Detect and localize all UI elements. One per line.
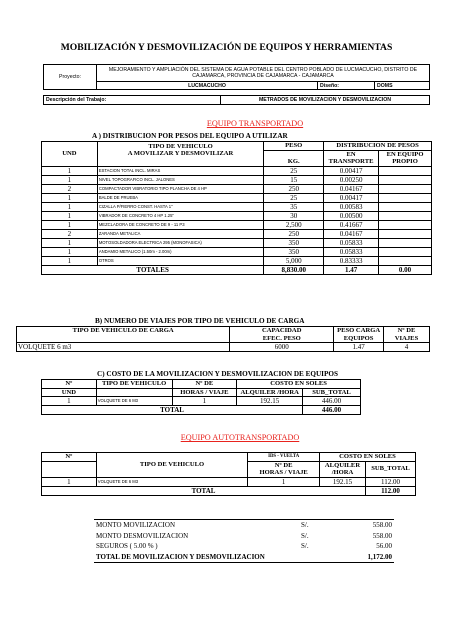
col-capacidad	[230, 327, 334, 343]
cell-und: 1	[42, 211, 98, 220]
col-viajes-2: VIAJES	[394, 334, 419, 342]
cell-peso: 250	[264, 184, 324, 193]
col-alquiler-d-2: /HORA	[331, 469, 354, 476]
cell-peso: 350	[264, 238, 324, 247]
cell-transp: 0.00417	[324, 166, 379, 175]
cell-und: 1	[42, 220, 98, 229]
viajes-tipo: VOLQUETE 6 m3	[17, 343, 230, 352]
table-row	[42, 256, 432, 265]
cell-und: 1	[42, 247, 98, 256]
diseno-value	[374, 81, 430, 90]
col-distribucion: DISTRIBUCION DE PESOS	[324, 142, 432, 151]
summary-label: MONTO MOVILIZACION	[96, 521, 176, 529]
summary-value: 56.00	[376, 542, 392, 550]
col-ids: IDS - VUELTA	[248, 453, 320, 462]
summary-value: 558.00	[372, 531, 392, 540]
descripcion-label	[43, 95, 221, 105]
equipo-transportado-heading: EQUIPO TRANSPORTADO	[206, 119, 304, 128]
auto-subtotal: 112.00	[366, 477, 416, 486]
cell-peso: 2,500	[264, 220, 324, 229]
col-tipo-vehiculo: TIPO DE VEHICULO	[96, 380, 172, 389]
table-row	[42, 238, 432, 247]
cell-propio	[379, 211, 432, 220]
costo-alquiler: 192.15	[237, 397, 303, 406]
descripcion-value	[220, 95, 430, 105]
cell-transp: 0.05833	[324, 238, 379, 247]
col-tipo-line1: TIPO DE VEHICULO	[148, 142, 213, 150]
summary-cur: S/.	[301, 531, 309, 540]
cell-propio	[379, 256, 432, 265]
cell-item: ANDAMIO METALICO (1.50m - 2.00m)	[97, 247, 263, 256]
cell-und: 2	[42, 184, 98, 193]
cell-transp: 0.00500	[324, 211, 379, 220]
cell-propio	[379, 202, 432, 211]
cell-transp: 0.00583	[324, 202, 379, 211]
proyecto-label	[43, 64, 97, 90]
cell-peso: 25	[264, 166, 324, 175]
col-peso-carga-1: PESO CARGA	[337, 327, 381, 334]
totales-label: TOTALES	[42, 265, 264, 274]
cell-item: OTROS	[97, 256, 263, 265]
cell-propio	[379, 193, 432, 202]
col-alquiler-d	[320, 461, 366, 477]
col-horas-d-text: HORAS / VIAJE	[259, 469, 308, 476]
cell-peso: 250	[264, 229, 324, 238]
auto-total: 112.00	[366, 486, 416, 495]
totales-transporte: 1.47	[324, 265, 379, 274]
section-c-title: C) COSTO DE LA MOVILIZACION Y DESMOVILIZACION DE EQUIPOS	[97, 370, 338, 378]
summary-total-label: TOTAL DE MOVILIZACION Y DESMOVILIZACION	[96, 552, 265, 561]
auto-alquiler: 192.15	[320, 477, 366, 486]
diseno-label	[317, 81, 375, 90]
col-n: Nº	[42, 380, 97, 389]
table-row	[42, 184, 432, 193]
cell-item: ZARANDA METALICA	[97, 229, 263, 238]
table-row	[17, 343, 430, 352]
col-costo-d: COSTO EN SOLES	[320, 453, 416, 462]
col-tipo	[97, 142, 263, 167]
costo-table	[41, 379, 361, 415]
summary-cur: S/.	[301, 542, 309, 550]
table-row	[42, 397, 361, 406]
cell-propio	[379, 184, 432, 193]
equipo-autotransportado-heading: EQUIPO AUTOTRANSPORTADO	[180, 433, 300, 442]
auto-horas: 1	[248, 477, 320, 486]
col-viajes	[384, 327, 430, 343]
cell-peso: 5,000	[264, 256, 324, 265]
proyecto-text	[96, 64, 430, 82]
costo-horas: 1	[172, 397, 237, 406]
section-b-title: B) NUMERO DE VIAJES POR TIPO DE VEHICULO DE CARGA	[95, 317, 305, 325]
col-tipo-carga: TIPO DE VEHICULO DE CARGA	[17, 327, 230, 343]
col-peso-carga-2: EQUIPOS	[343, 334, 374, 342]
costo-n: 1	[42, 397, 97, 406]
lugar-value: LUCMACUCHO	[188, 82, 226, 89]
viajes-capacidad: 6000	[230, 343, 334, 352]
cell-und: 1	[42, 175, 98, 184]
col-horas-d	[248, 461, 320, 477]
auto-tipo: VOLQUETE DE 6 M3	[96, 477, 247, 486]
col-alquiler: ALQUILER /HORA	[237, 388, 303, 397]
table-row	[42, 175, 432, 184]
cell-transp: 0.05833	[324, 247, 379, 256]
costo-subtotal: 446.00	[303, 397, 361, 406]
table-row	[42, 211, 432, 220]
col-peso-carga	[334, 327, 384, 343]
autotransportado-table	[41, 452, 416, 496]
viajes-peso: 1.47	[334, 343, 384, 352]
cell-transp: 0.00250	[324, 175, 379, 184]
summary-row	[94, 520, 394, 531]
descripcion-label-text: Descripción del Trabajo:	[46, 97, 107, 103]
col-und: UND	[42, 142, 98, 167]
col-alquiler-d-1: ALQUILER	[324, 461, 361, 469]
totales-peso: 8,830.00	[264, 265, 324, 274]
costo-total-label: TOTAL	[42, 406, 303, 415]
col-und-c: UND	[42, 388, 97, 397]
cell-und: 1	[42, 202, 98, 211]
cell-peso: 35	[264, 202, 324, 211]
cell-peso: 30	[264, 211, 324, 220]
col-viajes-1: Nº DE	[397, 327, 416, 334]
col-propio: EN EQUIPO PROPIO	[379, 150, 432, 166]
cell-peso: 25	[264, 193, 324, 202]
cell-und: 1	[42, 166, 98, 175]
summary-row	[94, 531, 394, 542]
cell-item: ESTACION TOTAL INCL. MIRAS	[97, 166, 263, 175]
col-subtotal: SUB_TOTAL	[303, 388, 361, 397]
auto-total-label: TOTAL	[42, 486, 366, 495]
table-row	[42, 202, 432, 211]
totales-propio: 0.00	[379, 265, 432, 274]
diseno-label-text: Diseño:	[320, 82, 340, 89]
cell-peso: 350	[264, 247, 324, 256]
col-nde: Nº DE	[172, 380, 237, 389]
table-row	[42, 247, 432, 256]
cell-und: 1	[42, 256, 98, 265]
cell-transp: 0.00417	[324, 193, 379, 202]
cell-und: 1	[42, 193, 98, 202]
diseno-value-text: DOMS	[377, 82, 393, 89]
col-capacidad-1: CAPACIDAD	[262, 327, 302, 334]
cell-transp: 0.41667	[324, 220, 379, 229]
cell-item: CIZALLA P/FIERRO CONST. HASTA 1"	[97, 202, 263, 211]
summary-row	[94, 541, 394, 552]
cell-item: COMPACTADOR VIBRATORIO TIPO PLANCHA DE 4 HP	[97, 184, 263, 193]
cell-item: BALDE DE PRUEBA	[97, 193, 263, 202]
costo-tipo: VOLQUETE DE 6 M3	[96, 397, 172, 406]
summary-total-value: 1,172.00	[367, 552, 392, 561]
col-peso: PESO	[264, 142, 324, 151]
cell-transp: 0.04167	[324, 184, 379, 193]
col-n-d: Nº	[42, 453, 97, 462]
cell-und: 2	[42, 229, 98, 238]
auto-n: 1	[42, 477, 97, 486]
cell-item: NIVEL TOPOGRAFICO INCL. JALONES	[97, 175, 263, 184]
section-a-title: A ) DISTRIBUCION POR PESOS DEL EQUIPO A UTILIZAR	[92, 132, 288, 140]
col-transporte: EN TRANSPORTE	[324, 150, 379, 166]
cell-item: VIBRADOR DE CONCRETO 4 HP 1.25"	[97, 211, 263, 220]
col-nde-d: Nº DE	[274, 461, 293, 469]
costo-total: 446.00	[303, 406, 361, 415]
table-row	[42, 477, 416, 486]
page-title: MOBILIZACIÓN Y DESMOVILIZACIÓN DE EQUIPOS Y HERRAMIENTAS	[60, 42, 393, 53]
col-tipo-line2: A MOVILIZAR Y DESMOVILIZAR	[127, 150, 234, 157]
lugar	[96, 81, 318, 90]
descripcion-value-text: METRADOS DE MOVILIZACION Y DESMOVILIZACION	[258, 97, 392, 103]
col-costo: COSTO EN SOLES	[237, 380, 361, 389]
summary-label: MONTO DESMOVILIZACION	[96, 531, 189, 540]
cell-item: MEZCLADORA DE CONCRETO DE 9 - 11 P3	[97, 220, 263, 229]
table-row	[42, 166, 432, 175]
col-horas: HORAS / VIAJE	[172, 388, 237, 397]
proyecto-text-value: MEJORAMIENTO Y AMPLIACIÓN DEL SISTEMA DE AGUA POTABLE DEL CENTRO POBLADO DE LUCMACUCHO, DISTRITO DE CAJAMARCA, PROVINCIA DE CAJAMARCA - CAJAMARCA	[108, 66, 418, 79]
col-tipo-d: TIPO DE VEHICULO	[96, 453, 247, 478]
table-row	[42, 220, 432, 229]
proyecto-label-text: Proyecto:	[59, 74, 81, 80]
summary-label: SEGUROS ( 5.00 % )	[96, 542, 158, 550]
cell-item: MOTOSOLDADORA ELECTRICA 295 (MONOFASICA)	[97, 238, 263, 247]
cell-propio	[379, 166, 432, 175]
summary-cur: S/.	[301, 521, 309, 529]
col-capacidad-2: EFEC. PESO	[262, 334, 301, 342]
cell-propio	[379, 238, 432, 247]
cell-und: 1	[42, 238, 98, 247]
table-row	[42, 229, 432, 238]
distribucion-table	[41, 141, 432, 275]
summary-table	[94, 519, 394, 563]
viajes-numero: 4	[384, 343, 430, 352]
summary-value: 558.00	[372, 521, 392, 529]
cell-transp: 0.04167	[324, 229, 379, 238]
col-kg: KG.	[264, 150, 324, 166]
cell-propio	[379, 175, 432, 184]
viajes-table	[16, 326, 430, 352]
col-subtotal-d: SUB_TOTAL	[366, 461, 416, 477]
cell-peso: 15	[264, 175, 324, 184]
cell-transp: 0.83333	[324, 256, 379, 265]
cell-propio	[379, 220, 432, 229]
cell-propio	[379, 247, 432, 256]
table-row	[42, 193, 432, 202]
cell-propio	[379, 229, 432, 238]
